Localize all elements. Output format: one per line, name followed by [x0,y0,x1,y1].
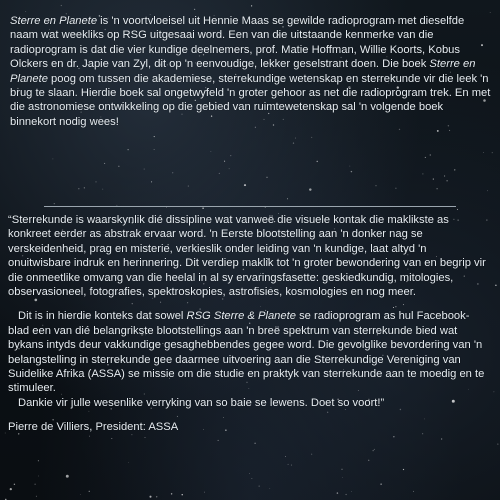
star [395,188,396,189]
star [437,130,439,132]
star [104,163,105,164]
star [252,478,253,479]
star [380,483,381,484]
star [204,492,205,493]
star [266,177,267,178]
star [495,285,496,286]
star [89,436,90,437]
star [89,491,90,492]
star [486,220,487,221]
star [36,496,37,497]
star [311,137,312,138]
star [156,496,157,497]
quote-signature: Pierre de Villiers, President: ASSA [8,421,179,434]
quote-paragraph-1: “Sterrekunde is waarskynlik dié dissipline wat vanweë die visuele kontak die maklikste as konkreet eerder as abstrak ervaar word. 'n Eerste blootstelling aan 'n donker nag se verskeidenheid, prag en misterie, verkieslik onder leiding van 'n kundige, laat altyd 'n onuitwisbare indruk en herinnering. Dit verdiep maklik tot 'n groter bewondering van en begrip vir die onmeetlike omvang van die heelal in al sy ervaringsfasette: geskiedkundig, mitologies, observasioneel, fotografies, spektroskopies, astrofisies, kosmologies en nog meer. [8,214,486,299]
star [493,391,494,392]
section-divider [44,206,456,207]
star [172,172,173,173]
star [251,5,252,6]
star [102,189,103,190]
star [288,464,289,465]
star [337,492,338,493]
star [111,438,112,439]
star [492,152,493,153]
star [211,151,212,152]
star [374,449,375,450]
star [490,12,491,13]
star [317,161,318,162]
star [14,484,15,485]
star [295,138,296,139]
star [425,157,426,158]
star [249,473,250,474]
intro-text [10,14,492,129]
star [229,168,230,169]
star [66,475,69,478]
star [128,149,129,150]
star [84,187,85,188]
intro-paragraph [10,14,492,129]
star [422,173,423,174]
star [78,188,79,189]
intro-text-part2: poog om tussen die akademiese, sterrekundige wetenskap en sterrekunde vir die leek 'n brug te slaan. Hierdie boek sal ongetwyfeld 'n groter gehoor as net die radioprogram trek. En met die astronomiese ontwikkeling op die gebied van ruimtewetenskap sal 'n volgende boek binnekort nodig wees! [10,72,491,128]
star [483,152,484,153]
star [188,186,189,187]
star [54,203,55,204]
star [25,11,26,12]
star [487,190,488,191]
star [270,488,271,489]
intro-book-title: Sterre en Planete [10,58,476,85]
star [444,175,445,176]
endorsement-quote [8,213,486,435]
star [95,181,96,182]
intro-text-part1: is 'n voortvloeisel uit Hennie Maas se gewilde radioprogram met dieselfde naam wat weekliks op RSG uitgesaai word. Een van die uitstaande kenmerke van die radioprogram is dat die vier kundige deelnemers, prof. Matie Hoffman, Willie Koorts, Kobus Olckers en dr. Japie van Zyl, dit op 'n eenvoudige, lekker geselstrant doen. Die boek [10,15,465,71]
star [171,493,172,494]
star [446,180,447,181]
star [149,496,151,498]
star [61,5,62,6]
star [441,438,442,439]
star [309,188,311,190]
star [194,9,195,10]
star [80,494,81,495]
star [128,462,129,463]
star [38,476,39,477]
quote-paragraph-3: Dankie vir julle wesenlike verryking van so baie se lewens. Doet so voort!” [18,396,385,409]
star [230,155,231,156]
star [265,207,266,208]
star [436,188,437,189]
star [430,154,431,155]
star [244,184,246,186]
star [403,469,404,470]
star [375,185,376,186]
star [368,460,369,461]
star [342,477,343,478]
star [449,130,450,131]
star [285,456,286,457]
star [291,465,292,466]
star [349,166,350,167]
star [182,494,183,495]
star [35,484,36,485]
star [259,486,260,487]
star [351,171,352,172]
star [154,149,155,150]
star [151,181,152,182]
quote-paragraph-2 [8,309,486,395]
star [311,454,312,455]
star [118,166,119,167]
quote-para2-italic: RSG Sterre & Planete [186,310,296,323]
star [351,491,352,492]
star [154,136,155,137]
star [202,207,203,208]
quote-para2-b: se radioprogram as hul Facebook-blad een van dié belangrikste blootstellings aan 'n breë spektrum van sterrekunde bied wat bykans intyds deur vakkundige gesaghebbendes gegee word. Die gevolglike bevordering van 'n belangstelling in sterrekunde gee daarmee uitvoering aan die Sterrekundige Vereniging van Suidelike Afrika (ASSA) se missie om die studie en praktyk van sterrekunde aan te moedig en te stimuleer. [8,310,485,395]
star [287,198,288,199]
star [373,450,374,451]
quote-para2-a: Dit is in hierdie konteks dat sowel [18,310,187,323]
star [413,491,414,492]
star [497,444,498,445]
star [254,443,255,444]
star [342,469,343,470]
star [218,440,219,441]
star [144,169,145,170]
star [145,437,146,438]
star [293,142,294,143]
star [10,488,12,490]
star [454,169,455,170]
star [393,436,394,437]
star [38,460,39,461]
star [433,179,434,180]
star [5,433,6,434]
star [457,209,458,210]
star [346,494,347,495]
intro-title: Sterre en Planete [10,15,98,27]
star [224,161,225,162]
star [219,173,220,174]
star [53,159,54,160]
